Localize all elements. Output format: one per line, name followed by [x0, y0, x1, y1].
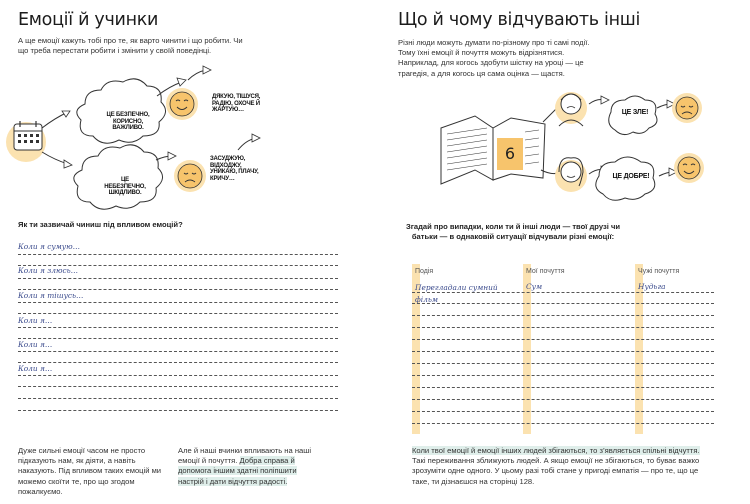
- answer-2[interactable]: Коли я злюсь…: [18, 266, 79, 275]
- reaction-bottom-label: ЗАСУДЖУЮ, ВІДХОДЖУ, УНИКАЮ, ПЛАЧУ, КРИЧУ…: [210, 156, 259, 182]
- open-book-icon: [441, 116, 545, 184]
- left-footer-highlight: Добра справа й допомога іншим здатні поліпшити настрій і дати відчуття радості.: [178, 456, 297, 486]
- grade-six: 6: [504, 144, 516, 163]
- right-footer: Коли твої емоції й емоції інших людей збігаються, то з’являється спільні відчуття. Такі переживання зближують людей. А якщо емоції не збігаються, то буває важко зрозуміти одне одного. У цьому разі тобі стане у пригоді емпатія — про те, що це таке, ти дізнаєшся на сторінці 128.: [412, 446, 700, 486]
- left-footer-col2: Але й наші вчинки впливають на наші емоції й почуття. Добра справа й допомога іншим здатні поліпшити настрій і дати відчуття радості.: [178, 446, 312, 486]
- left-footer-col1: Дуже сильні емоції часом не просто підказують нам, як діяти, а навіть наказують. Під впливом таких емоцій ми можемо скоїти те, про що згодом пожалкуємо.: [18, 446, 162, 496]
- left-intro: А ще емоції кажуть тобі про те, як варто чинити і що робити. Чи що треба перестати робити і змінити у своїй поведінці.: [18, 36, 243, 56]
- calendar-icon: [6, 121, 46, 162]
- row1-event[interactable]: Перегладали сумний фільм: [415, 283, 498, 304]
- right-intro: Різні люди можуть думати по-різному про ті самі події. Тому їхні емоції й почуття можуть відрізнятися. Наприклад, для когось здобути шістку на уроці — це трагедія, а для когось ця сама оцінка — щастя.: [398, 38, 590, 78]
- sad-face-right-icon: [672, 93, 702, 123]
- cloud-top: [77, 79, 166, 143]
- cloud-bottom-label: ЦЕ НЕБЕЗПЕЧНО, ШКІДЛИВО.: [104, 177, 146, 197]
- perspectives-diagram: [375, 0, 750, 210]
- boy-figure-icon: [555, 92, 587, 126]
- sad-face-icon: [174, 160, 206, 192]
- right-footer-highlight: Коли твої емоції й емоції інших людей збігаються, то з’являється спільні відчуття.: [412, 446, 700, 455]
- cloud-top-label: ЦЕ БЕЗПЕЧНО, КОРИСНО, ВАЖЛИВО.: [106, 112, 150, 132]
- emotions-diagram: [0, 0, 375, 210]
- answer-5[interactable]: Коли я…: [18, 340, 53, 349]
- left-question: Як ти зазвичай чиниш під впливом емоцій?: [18, 220, 183, 229]
- answer-3[interactable]: Коли я тішусь…: [18, 291, 84, 300]
- column-my-feelings: Мої почуття: [526, 268, 565, 275]
- happy-face-right-icon: [674, 153, 704, 183]
- right-page: [375, 0, 750, 504]
- column-event: Подія: [415, 268, 434, 275]
- reaction-top-label: ДЯКУЮ, ТІШУСЯ, РАДІЮ, ОХОЧЕ Й ЖАРТУЮ…: [212, 94, 261, 114]
- row1-my-feeling[interactable]: Сум: [526, 282, 543, 291]
- right-page-title: Що й чому відчувають інші: [398, 10, 641, 30]
- bubble-bottom-label: ЦЕ ДОБРЕ!: [612, 173, 650, 180]
- answer-1[interactable]: Коли я сумую…: [18, 242, 80, 251]
- right-prompt: Згадай про випадки, коли ти й інші люди — твої друзі чи батьки — в однаковій ситуації відчували різні емоції:: [405, 222, 621, 242]
- girl-figure-icon: [555, 158, 587, 192]
- left-page-title: Емоції й учинки: [18, 10, 159, 30]
- happy-face-icon: [166, 88, 198, 120]
- answer-6[interactable]: Коли я…: [18, 364, 53, 373]
- bubble-top-label: ЦЕ ЗЛЕ!: [621, 109, 649, 116]
- column-others-feelings: Чужі почуття: [638, 268, 680, 275]
- row1-others-feeling[interactable]: Нудьга: [638, 282, 666, 291]
- answer-4[interactable]: Коли я…: [18, 316, 53, 325]
